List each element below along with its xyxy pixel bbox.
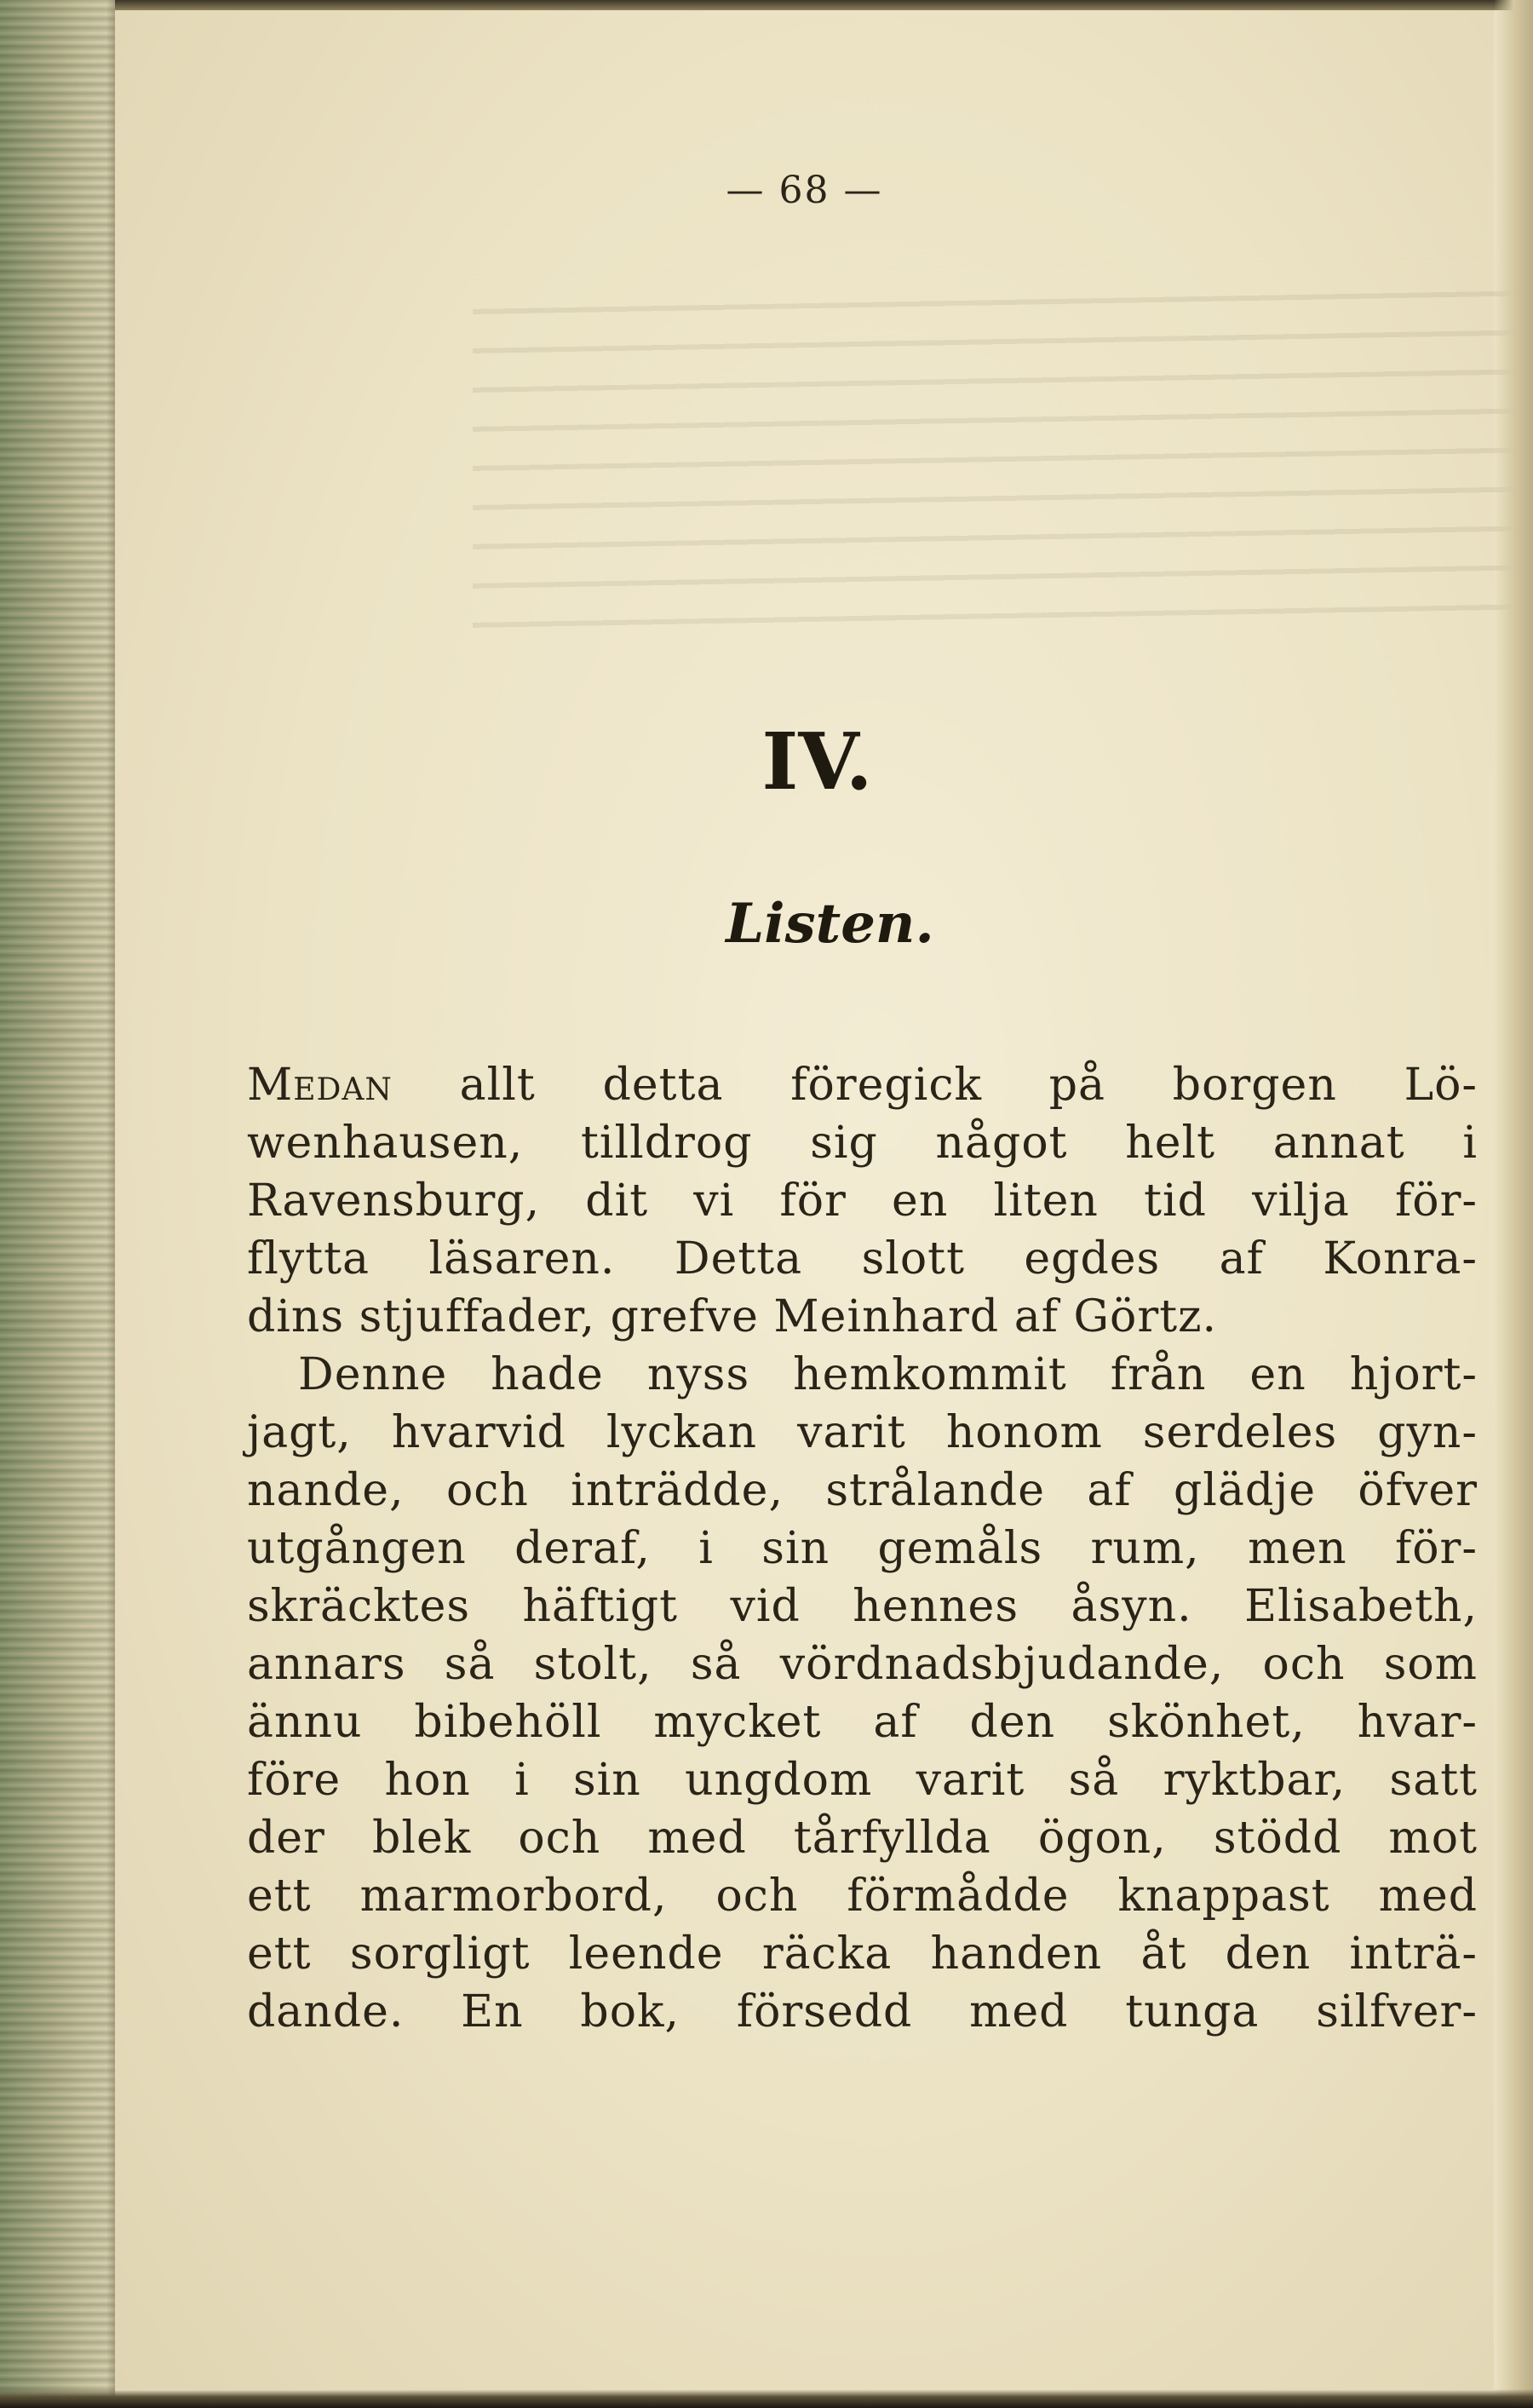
text-line-15: ett marmorbord, och förmådde knappast med	[247, 1871, 1478, 1922]
text-line-5: dins stjuffader, grefve Meinhard af Görtz.	[247, 1291, 1218, 1342]
text-line-17: dande. En bok, försedd med tunga silfver-	[247, 1986, 1478, 2037]
page-number: — 68 —	[726, 169, 883, 212]
text-line-7: jagt, hvarvid lyckan varit honom serdeles gyn-	[247, 1407, 1478, 1458]
text-line-3: Ravensburg, dit vi för en liten tid vilja för-	[247, 1175, 1478, 1227]
text-line-1	[247, 1056, 1478, 1114]
text-line-12: ännu bibehöll mycket af den skönhet, hvar-	[247, 1697, 1478, 1748]
text-line-10: skräcktes häftigt vid hennes åsyn. Elisabeth,	[247, 1581, 1478, 1632]
first-word: Medan	[247, 1060, 393, 1111]
text-line-2: wenhausen, tilldrog sig något helt annat i	[247, 1118, 1478, 1169]
text-line-11: annars så stolt, så vördnadsbjudande, och som	[247, 1639, 1478, 1690]
text-line-8: nande, och inträdde, strålande af glädje öfver	[247, 1465, 1478, 1516]
text-line-16: ett sorgligt leende räcka handen åt den inträ-	[247, 1928, 1478, 1980]
text-line-14: der blek och med tårfyllda ögon, stödd mot	[247, 1813, 1478, 1864]
right-page-edge	[1494, 0, 1533, 2408]
text-line-13: före hon i sin ungdom varit så ryktbar, satt	[247, 1755, 1478, 1806]
chapter-title: Listen.	[726, 892, 934, 956]
top-page-edge	[0, 0, 1533, 10]
text-line-1-rest: allt detta föregick på borgen Lö-	[459, 1060, 1478, 1111]
chapter-number: IV.	[761, 716, 873, 807]
book-binding	[0, 0, 115, 2408]
bottom-page-edge	[0, 2389, 1533, 2408]
text-line-6: Denne hade nyss hemkommit från en hjort-	[298, 1349, 1478, 1400]
text-line-4: flytta läsaren. Detta slott egdes af Konra-	[247, 1233, 1478, 1284]
body-text	[247, 1056, 1478, 2041]
text-line-9: utgången deraf, i sin gemåls rum, men för-	[247, 1523, 1478, 1574]
show-through-text	[473, 256, 1533, 633]
